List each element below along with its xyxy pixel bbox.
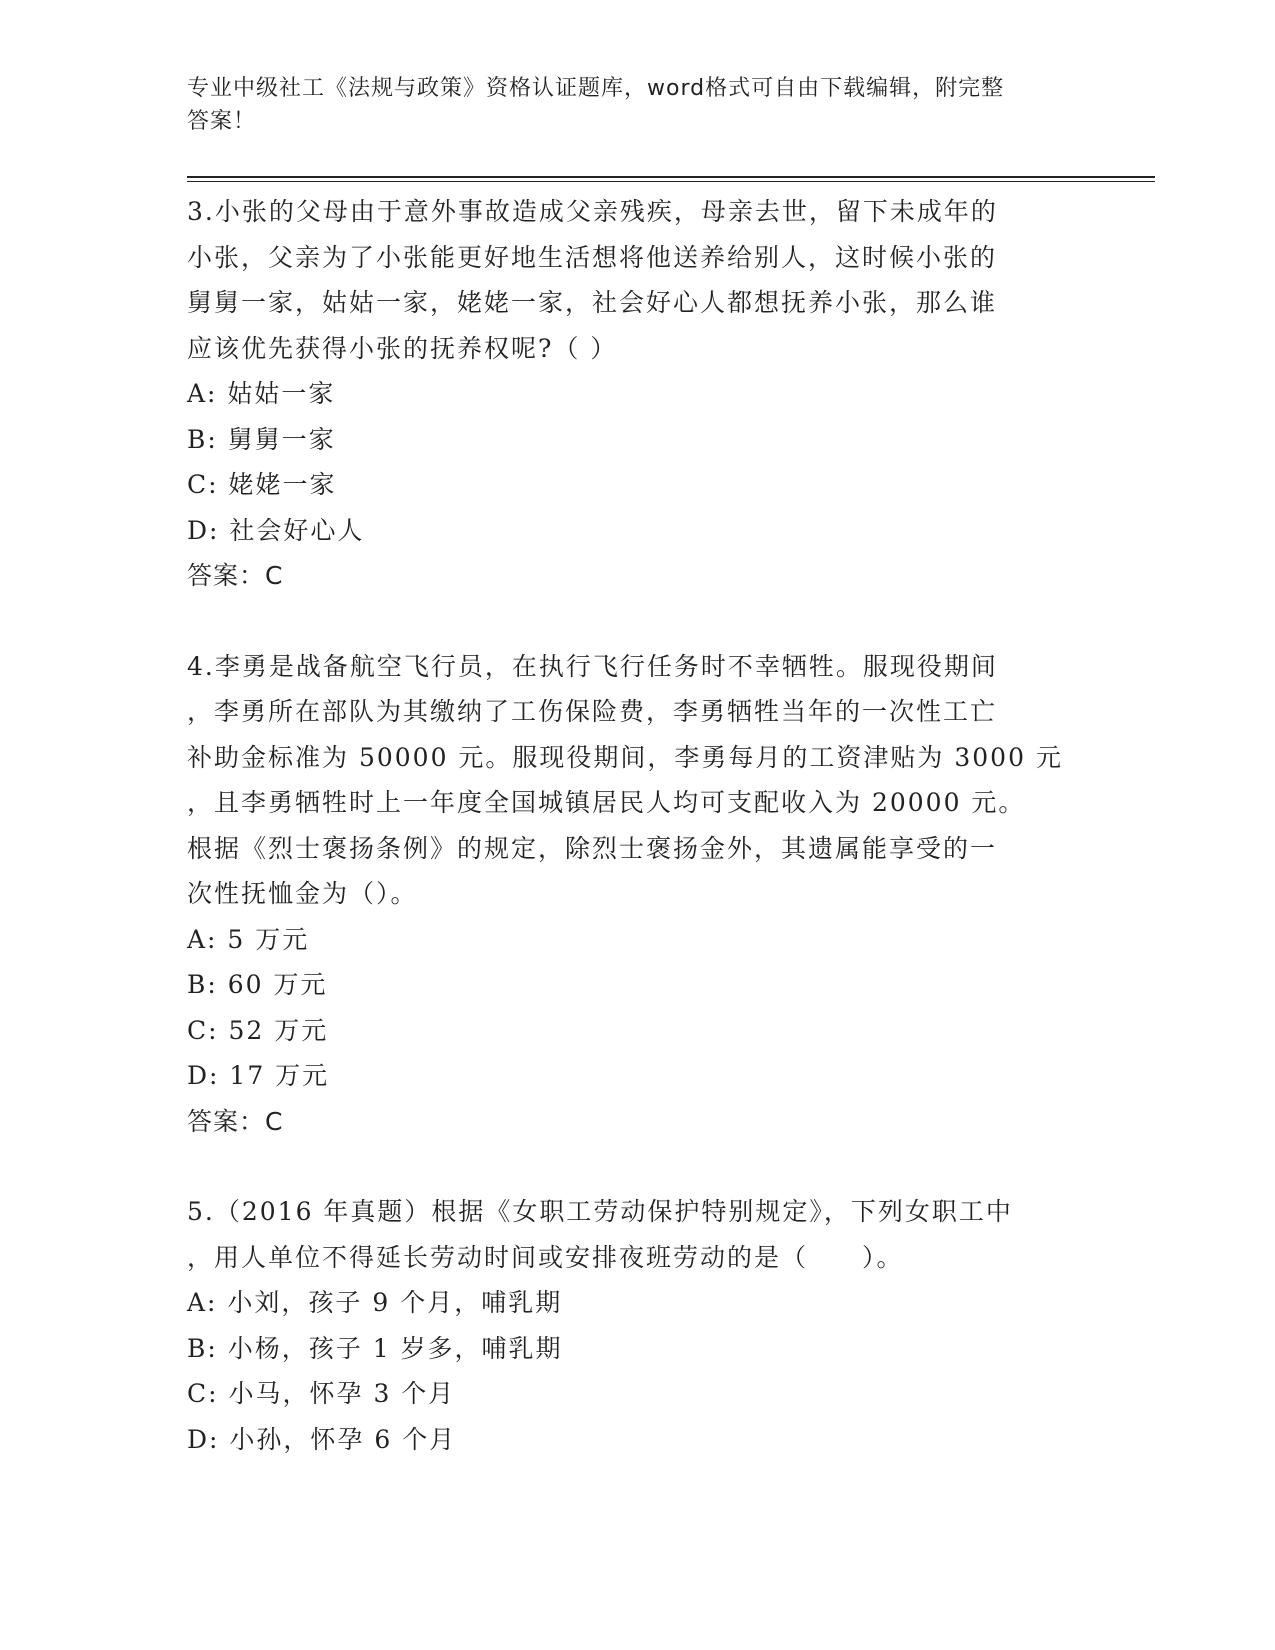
question-stem-line: 舅舅一家，姑姑一家，姥姥一家，社会好心人都想抚养小张，那么谁 <box>187 288 998 317</box>
question-stem-line: 次性抚恤金为（）。 <box>187 879 418 908</box>
question-stem-line: 补助金标准为 50000 元。服现役期间，李勇每月的工资津贴为 3000 元 <box>187 742 1063 772</box>
option-b: B: 小杨，孩子 1 岁多，哺乳期 <box>187 1333 563 1363</box>
header-divider-thin <box>187 181 1155 182</box>
question-3 <box>187 189 1087 599</box>
option-c: C: 姥姥一家 <box>187 470 337 499</box>
question-stem-line: ，李勇所在部队为其缴纳了工伤保险费，李勇牺牲当年的一次性工亡 <box>187 697 998 726</box>
option-d: D: 17 万元 <box>187 1061 330 1090</box>
question-stem-line: 小张，父亲为了小张能更好地生活想将他送养给别人，这时候小张的 <box>187 242 998 272</box>
answer-line: 答案：C <box>187 1106 284 1136</box>
option-c: C: 52 万元 <box>187 1015 329 1045</box>
question-stem-line: 根据《烈士褒扬条例》的规定，除烈士褒扬金外，其遗属能享受的一 <box>187 833 998 863</box>
question-list <box>187 189 1087 1462</box>
header-line-2: 答案！ <box>187 109 257 134</box>
option-d: D: 社会好心人 <box>187 515 365 545</box>
header-divider-thick <box>187 176 1155 178</box>
option-a: A: 姑姑一家 <box>187 379 336 408</box>
question-stem-line: ，且李勇牺牲时上一年度全国城镇居民人均可支配收入为 20000 元。 <box>187 788 1026 817</box>
option-b: B: 60 万元 <box>187 970 328 999</box>
question-stem-line: 5.（2016 年真题）根据《女职工劳动保护特别规定》，下列女职工中 <box>187 1197 1013 1226</box>
question-4 <box>187 644 1087 1145</box>
option-a: A: 小刘，孩子 9 个月，哺乳期 <box>187 1288 563 1317</box>
option-a: A: 5 万元 <box>187 924 310 954</box>
question-stem-line: ，用人单位不得延长劳动时间或安排夜班劳动的是（ ）。 <box>187 1242 904 1272</box>
question-stem-line: 4.李勇是战备航空飞行员，在执行飞行任务时不幸牺牲。服现役期间 <box>187 651 998 681</box>
question-stem-line: 3.小张的父母由于意外事故造成父亲残疾，母亲去世，留下未成年的 <box>187 197 998 226</box>
option-b: B: 舅舅一家 <box>187 424 336 454</box>
question-stem-line: 应该优先获得小张的抚养权呢?（ ） <box>187 333 618 363</box>
page-header <box>187 72 1087 138</box>
option-d: D: 小孙，怀孕 6 个月 <box>187 1424 457 1454</box>
answer-line: 答案：C <box>187 561 284 590</box>
question-spacer <box>187 1144 1087 1189</box>
question-5 <box>187 1189 1087 1462</box>
question-spacer <box>187 599 1087 644</box>
header-line-1: 专业中级社工《法规与政策》资格认证题库，word格式可自由下载编辑，附完整 <box>187 76 1005 101</box>
option-c: C: 小马，怀孕 3 个月 <box>187 1379 456 1408</box>
